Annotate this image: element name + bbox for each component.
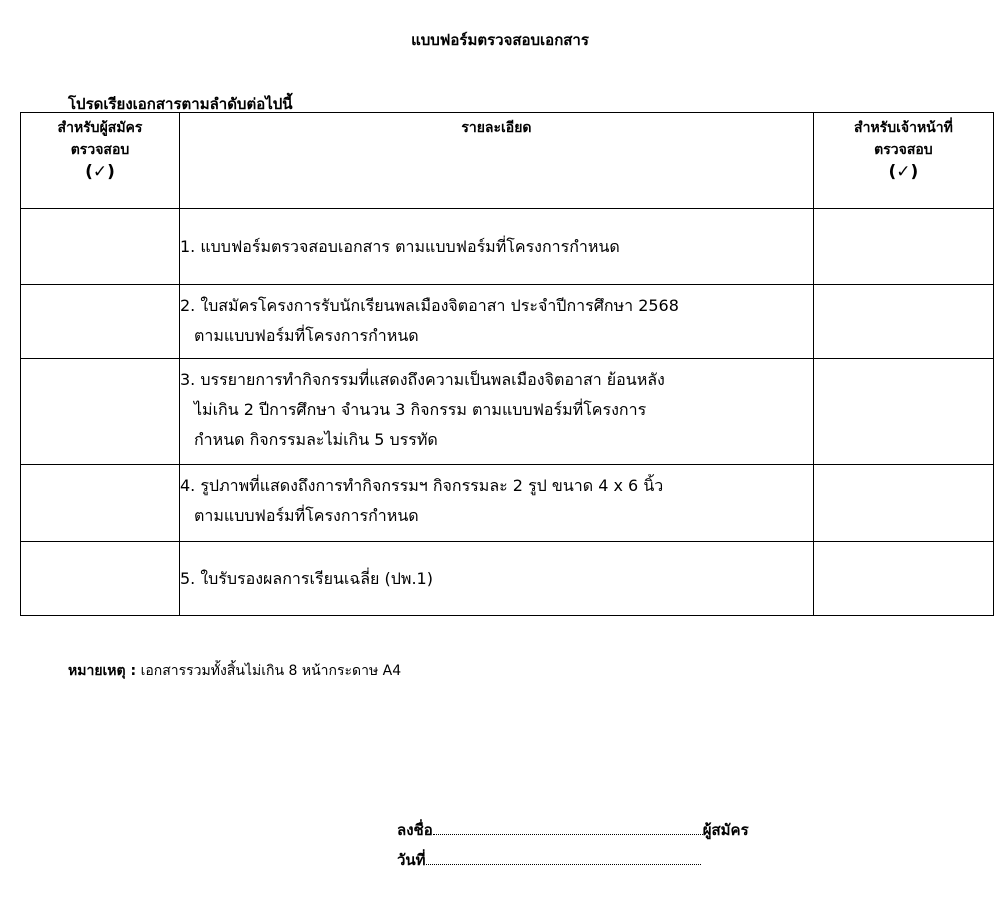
applicant-check-mark: (✓) bbox=[85, 162, 115, 182]
applicant-header-line1: สำหรับผู้สมัคร bbox=[57, 120, 143, 136]
applicant-check-cell[interactable] bbox=[21, 209, 180, 285]
table-row bbox=[21, 209, 994, 285]
applicant-check-cell[interactable] bbox=[21, 285, 180, 359]
sign-label: ลงชื่อ bbox=[397, 821, 433, 839]
detail-line: 1. แบบฟอร์มตรวจสอบเอกสาร ตามแบบฟอร์มที่โครงการกำหนด bbox=[179, 236, 620, 256]
signature-line bbox=[397, 818, 749, 842]
note-label: หมายเหตุ : bbox=[68, 663, 137, 679]
detail-cell bbox=[179, 542, 813, 616]
document-checklist-table bbox=[20, 112, 994, 616]
officer-check-cell[interactable] bbox=[813, 359, 993, 465]
date-line bbox=[397, 848, 701, 872]
signature-field[interactable] bbox=[433, 820, 703, 835]
detail-line: กำหนด กิจกรรมละไม่เกิน 5 บรรทัด bbox=[193, 430, 438, 449]
detail-cell bbox=[179, 465, 813, 542]
officer-check-cell[interactable] bbox=[813, 285, 993, 359]
note-text: เอกสารรวมทั้งสิ้นไม่เกิน 8 หน้ากระดาษ A4 bbox=[140, 663, 402, 679]
date-field[interactable] bbox=[426, 850, 701, 865]
sign-role-label: ผู้สมัคร bbox=[702, 821, 749, 839]
table-row bbox=[21, 359, 994, 465]
applicant-header-line2: ตรวจสอบ bbox=[70, 142, 130, 158]
officer-check-mark: (✓) bbox=[888, 162, 919, 182]
officer-header-line1: สำหรับเจ้าหน้าที่ bbox=[854, 120, 953, 136]
officer-check-cell[interactable] bbox=[813, 542, 993, 616]
table-row bbox=[21, 542, 994, 616]
detail-header bbox=[179, 113, 813, 209]
table-header-row bbox=[21, 113, 994, 209]
detail-line: ไม่เกิน 2 ปีการศึกษา จำนวน 3 กิจกรรม ตามแบบฟอร์มที่โครงการ bbox=[193, 400, 647, 419]
detail-cell bbox=[179, 209, 813, 285]
officer-header-line2: ตรวจสอบ bbox=[874, 142, 933, 158]
detail-cell bbox=[179, 285, 813, 359]
officer-check-header bbox=[813, 113, 993, 209]
detail-line: ตามแบบฟอร์มที่โครงการกำหนด bbox=[193, 506, 419, 525]
applicant-check-cell[interactable] bbox=[21, 542, 180, 616]
detail-line: 4. รูปภาพที่แสดงถึงการทำกิจกรรมฯ กิจกรรมละ 2 รูป ขนาด 4 x 6 นิ้ว bbox=[179, 476, 664, 495]
detail-line: 3. บรรยายการทำกิจกรรมที่แสดงถึงความเป็นพลเมืองจิตอาสา ย้อนหลัง bbox=[179, 370, 665, 389]
detail-cell bbox=[179, 359, 813, 465]
officer-check-cell[interactable] bbox=[813, 209, 993, 285]
officer-check-cell[interactable] bbox=[813, 465, 993, 542]
note bbox=[68, 660, 401, 682]
table-row bbox=[21, 465, 994, 542]
date-label: วันที่ bbox=[397, 851, 426, 869]
detail-line: ตามแบบฟอร์มที่โครงการกำหนด bbox=[193, 326, 419, 345]
applicant-check-cell[interactable] bbox=[21, 465, 180, 542]
applicant-check-cell[interactable] bbox=[21, 359, 180, 465]
table-row bbox=[21, 285, 994, 359]
applicant-check-header bbox=[21, 113, 180, 209]
detail-header-label: รายละเอียด bbox=[461, 120, 532, 136]
detail-line: 2. ใบสมัครโครงการรับนักเรียนพลเมืองจิตอาสา ประจำปีการศึกษา 2568 bbox=[179, 296, 679, 315]
instruction-text: โปรดเรียงเอกสารตามลำดับต่อไปนี้ bbox=[68, 95, 293, 113]
document-title: แบบฟอร์มตรวจสอบเอกสาร bbox=[411, 31, 589, 49]
detail-line: 5. ใบรับรองผลการเรียนเฉลี่ย (ปพ.1) bbox=[179, 568, 433, 588]
